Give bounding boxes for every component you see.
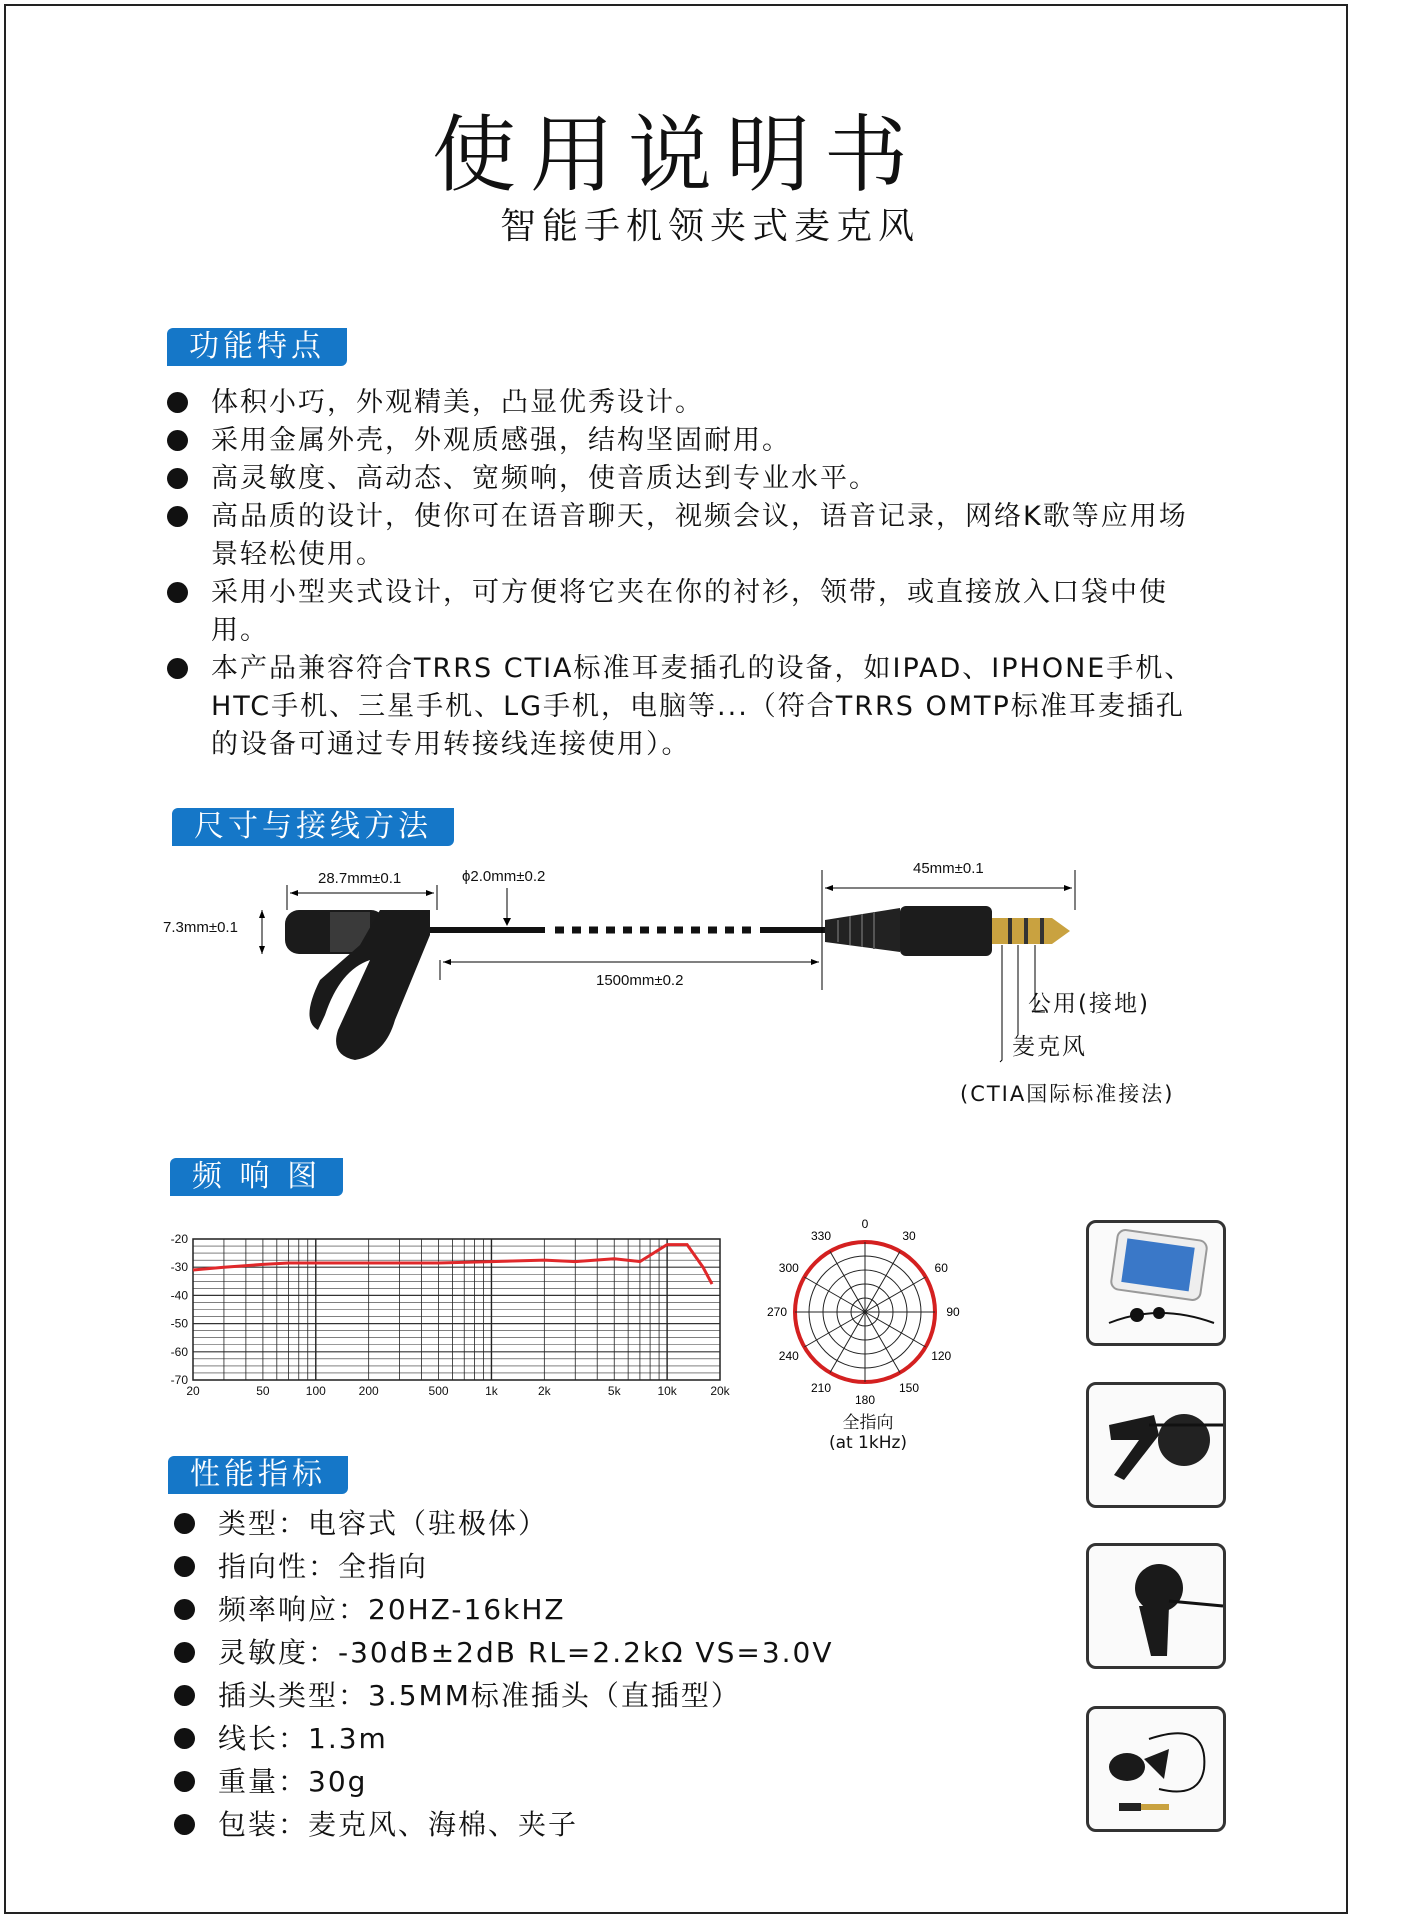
polar-angle-label: 240 — [778, 1349, 799, 1363]
x-tick-label: 20 — [186, 1384, 200, 1398]
x-tick-label: 200 — [358, 1384, 379, 1398]
dim-plug-length: 45mm±0.1 — [913, 860, 984, 877]
product-photo-set — [1086, 1706, 1226, 1832]
dim-mic-length: 28.7mm±0.1 — [318, 870, 402, 887]
x-tick-label: 2k — [537, 1384, 551, 1398]
spec-item: 指向性：全指向 — [174, 1545, 854, 1588]
polar-caption-main: 全指向 — [842, 1413, 894, 1433]
spec-item: 类型：电容式（驻极体） — [174, 1502, 854, 1545]
polar-angle-label: 120 — [931, 1349, 952, 1363]
polar-angle-label: 300 — [778, 1261, 799, 1275]
frequency-response-chart — [155, 1225, 755, 1405]
y-tick-label: -30 — [170, 1260, 188, 1275]
feature-item: 采用小型夹式设计，可方便将它夹在你的衬衫，领带，或直接放入口袋中使用。 — [167, 574, 1207, 650]
feature-item: 高灵敏度、高动态、宽频响，使音质达到专业水平。 — [167, 460, 1207, 498]
polar-caption-sub: (at 1kHz) — [828, 1433, 908, 1453]
polar-angle-label: 30 — [902, 1228, 916, 1243]
dim-cable-diameter: ϕ2.0mm±0.2 — [462, 868, 546, 885]
polar-angle-label: 60 — [934, 1261, 948, 1275]
feature-item: 体积小巧，外观精美，凸显优秀设计。 — [167, 384, 1207, 422]
section-specs: 性能指标 — [168, 1456, 348, 1494]
polar-angle-label: 210 — [810, 1381, 832, 1396]
product-photo-clip — [1086, 1382, 1226, 1508]
product-photo-foam — [1086, 1543, 1226, 1669]
spec-item: 包装：麦克风、海棉、夹子 — [174, 1803, 854, 1846]
x-tick-label: 20k — [710, 1384, 730, 1398]
spec-item: 灵敏度：-30dB±2dB RL=2.2kΩ VS=3.0V — [174, 1631, 854, 1674]
y-tick-label: -50 — [170, 1316, 188, 1331]
page-title: 使用说明书 — [431, 106, 922, 204]
spec-item: 线长：1.3m — [174, 1717, 854, 1760]
section-dimensions: 尺寸与接线方法 — [172, 808, 454, 846]
section-features: 功能特点 — [167, 328, 347, 366]
feature-item: 本产品兼容符合TRRS CTIA标准耳麦插孔的设备，如IPAD、IPHONE手机、HTC手机、三星手机、LG手机，电脑等...（符合TRRS OMTP标准耳麦插孔的设备可通过专用转接线连接使用）。 — [167, 650, 1207, 764]
y-tick-label: -60 — [170, 1344, 188, 1359]
polar-pattern-chart — [760, 1217, 1000, 1415]
x-tick-label: 100 — [305, 1384, 326, 1398]
spec-item: 插头类型：3.5MM标准插头（直插型） — [174, 1674, 854, 1717]
y-tick-label: -20 — [170, 1232, 188, 1246]
plug-body — [900, 906, 992, 956]
x-tick-label: 500 — [428, 1384, 449, 1398]
polar-angle-label: 90 — [946, 1305, 960, 1319]
specs-list — [174, 1502, 854, 1846]
polar-angle-label: 330 — [810, 1228, 832, 1243]
feature-item: 高品质的设计，使你可在语音聊天，视频会议，语音记录，网络K歌等应用场景轻松使用。 — [167, 498, 1207, 574]
dim-cable-length: 1500mm±0.2 — [596, 972, 684, 989]
label-pin-ground: 公用(接地) — [1028, 991, 1150, 1017]
x-tick-label: 10k — [657, 1384, 677, 1398]
polar-angle-label: 270 — [766, 1305, 788, 1319]
spec-item: 频率响应：20HZ-16kHZ — [174, 1588, 854, 1631]
label-standard: (CTIA国际标准接法) — [960, 1082, 1175, 1106]
dim-mic-diameter: 7.3mm±0.1 — [163, 919, 238, 936]
polar-angle-label: 150 — [898, 1381, 920, 1396]
polar-caption — [818, 1408, 918, 1453]
x-tick-label: 50 — [256, 1384, 270, 1398]
page-subtitle: 智能手机领夹式麦克风 — [499, 206, 920, 247]
polar-angle-label: 180 — [854, 1393, 876, 1407]
feature-item: 采用金属外壳，外观质感强，结构坚固耐用。 — [167, 422, 1207, 460]
product-photo-phone — [1086, 1220, 1226, 1346]
label-pin-mic: 麦克风 — [1012, 1034, 1087, 1060]
x-tick-label: 1k — [485, 1384, 498, 1398]
features-list — [167, 384, 1207, 764]
polar-angle-label: 0 — [861, 1217, 869, 1231]
x-tick-label: 5k — [607, 1384, 621, 1398]
section-frequency: 频 响 图 — [170, 1158, 343, 1196]
y-tick-label: -70 — [170, 1373, 188, 1387]
spec-item: 重量：30g — [174, 1760, 854, 1803]
y-tick-label: -40 — [170, 1288, 188, 1303]
